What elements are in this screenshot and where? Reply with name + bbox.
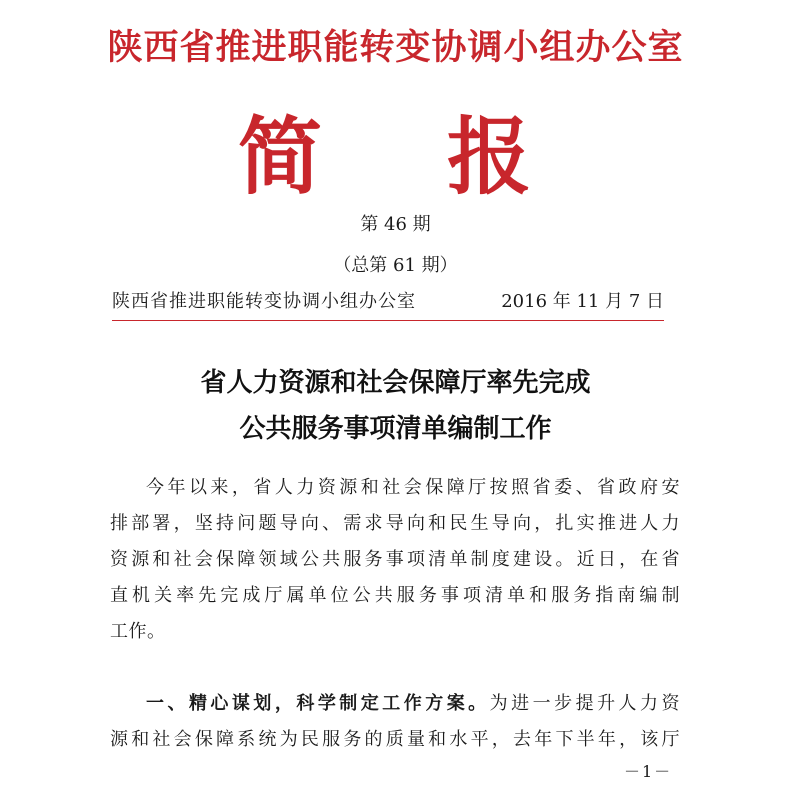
issuer-name: 陕西省推进职能转变协调小组办公室 [112,291,416,312]
paragraph-intro [110,470,680,650]
brief-title-char-1: 简 [238,107,323,206]
brief-title-char-2: 报 [447,107,532,206]
paragraph-section-1 [110,686,680,758]
paragraph-line: 工作。 [110,621,166,642]
paragraph-line: 排部署，坚持问题导向、需求导向和民生导向，扎实推进人力 [110,513,680,534]
paragraph-line: 今年以来，省人力资源和社会保障厅按照省委、省政府安 [146,477,680,498]
paragraph-line: 源和社会保障系统为民服务的质量和水平，去年下半年，该厅 [110,729,680,750]
red-divider-line [112,320,664,321]
issuer-date-row [112,290,664,318]
article-headline-line-1: 省人力资源和社会保障厅率先完成 [200,368,591,398]
section-heading: 一、精心谋划，科学制定工作方案。 [146,693,490,714]
paragraph-line [110,686,680,722]
issue-date: 2016 年 11 月 7 日 [501,291,664,312]
article-headline-line-2: 公共服务事项清单编制工作 [239,414,552,444]
paragraph-line: 资源和社会保障领域公共服务事项清单制度建设。近日，在省 [110,549,680,570]
issuing-office-title: 陕西省推进职能转变协调小组办公室 [107,27,684,68]
cumulative-issue-number: （总第 61 期） [333,255,458,276]
issue-number: 第 46 期 [360,214,431,235]
paragraph-line: 直机关率先完成厅属单位公共服务事项清单和服务指南编制 [110,585,680,606]
paragraph-text: 为进一步提升人力资 [489,693,681,714]
page-number: －1－ [624,762,673,781]
